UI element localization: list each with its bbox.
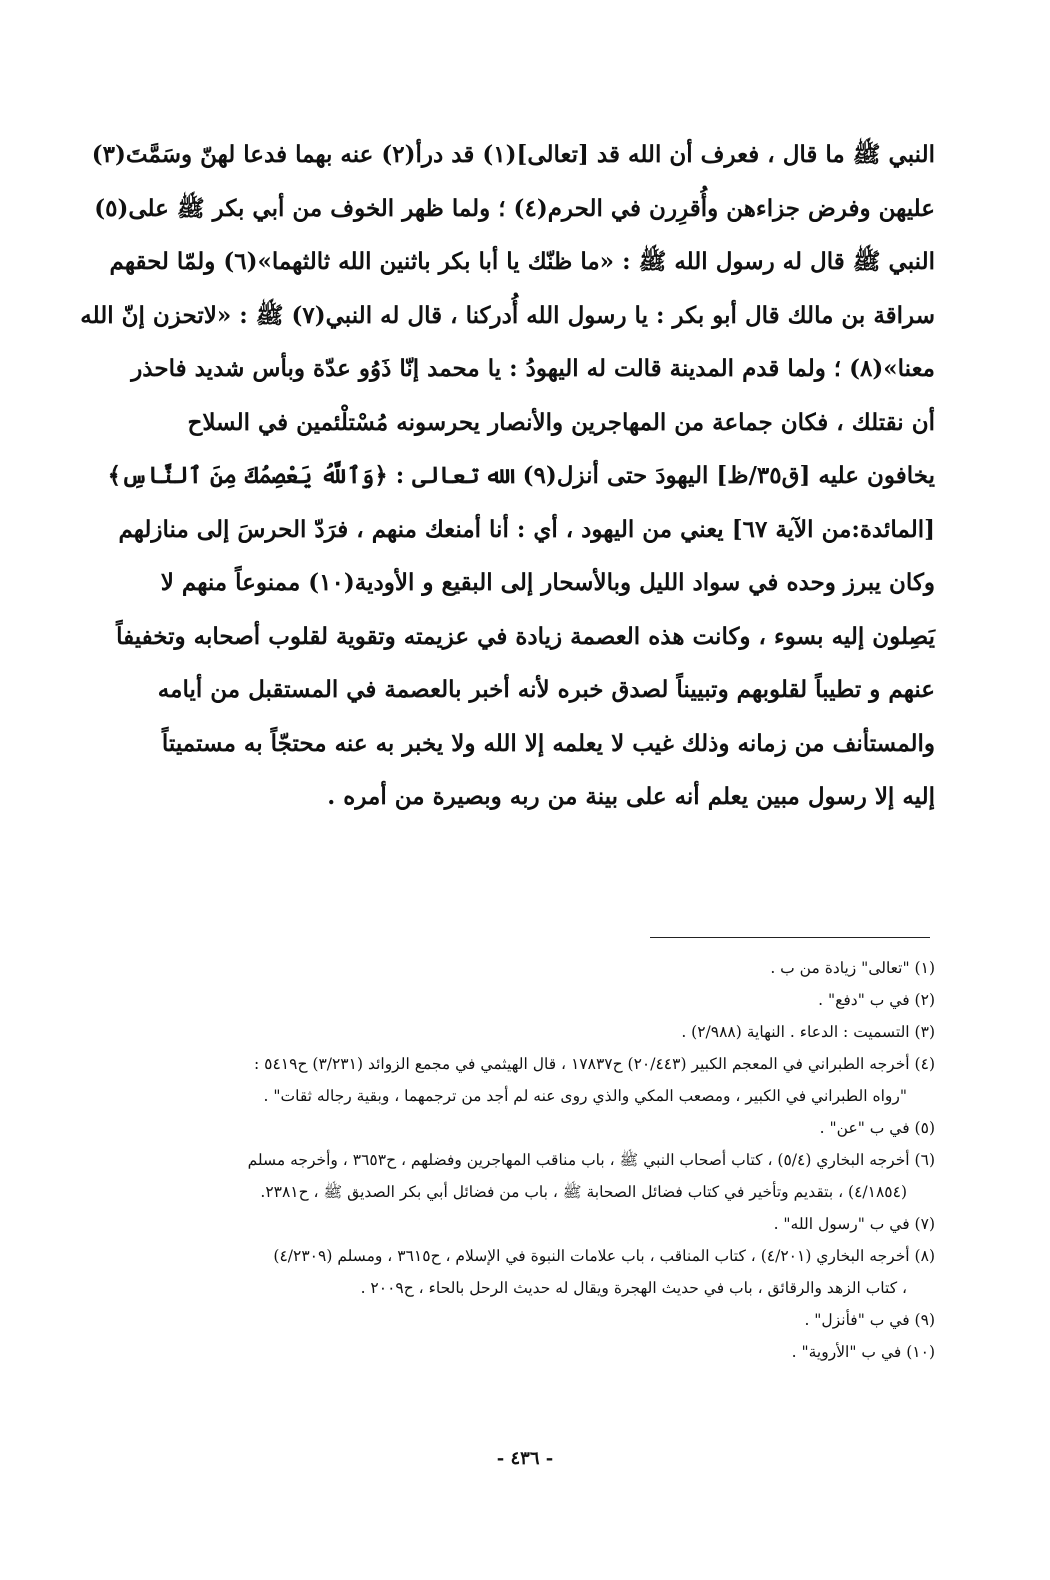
footnote-text: التسميت : الدعاء . النهاية (٢/٩٨٨) . xyxy=(681,1023,910,1041)
main-line: والمستأنف من زمانه وذلك غيب لا يعلمه إلا الله ولا يخبر به عنه محتجّاً به مستميتاً xyxy=(161,729,935,757)
footnote-item xyxy=(115,1144,935,1176)
footnote-number: (٣) xyxy=(914,1023,935,1041)
main-line: عليهن وفرض جزاءهن وأُقرِرن في الحرم(٤) ؛ ولما ظهر الخوف من أبي بكر ﷺ على(٥) xyxy=(94,194,935,222)
footnote-continuation: (٤/١٨٥٤) ، بتقديم وتأخير في كتاب فضائل الصحابة ﷺ ، باب من فضائل أبي بكر الصديق ﷺ ، ح٢٣٨١. xyxy=(260,1183,907,1201)
main-line: يَصِلون إليه بسوء ، وكانت هذه العصمة زيادة في عزيمته وتقوية لقلوب أصحابه وتخفيفاً xyxy=(116,622,935,650)
footnotes xyxy=(115,952,935,1368)
main-line: يخافون عليه [ق٣٥/ظ] اليهودَ حتى أنزل(٩) الله تعالى : ﴿وَٱللَّهُ يَعْصِمُكَ مِنَ ٱلنَّاسِ﴾ xyxy=(107,462,935,489)
footnote-item xyxy=(115,952,935,984)
footnote-continuation: "رواه الطبراني في الكبير ، ومصعب المكي والذي روى عنه لم أجد من ترجمهما ، وبقية رجاله ثقات" . xyxy=(263,1087,907,1105)
main-line: النبي ﷺ ما قال ، فعرف أن الله قد [تعالى](١) قد درأ(٢) عنه بهما فدعا لهنّ وسَمَّتَ(٣) xyxy=(91,141,935,168)
main-line: معنا»(٨) ؛ ولما قدم المدينة قالت له اليهودُ : يا محمد إنّا ذَوُو عدّة وبأس شديد فاحذر xyxy=(131,355,935,382)
footnote-text: في ب "رسول الله" . xyxy=(773,1215,910,1233)
footnote-number: (١) xyxy=(914,959,935,977)
footnote-number: (٥) xyxy=(914,1119,935,1137)
footnote-number: (٨) xyxy=(914,1247,935,1265)
footnote-text: أخرجه البخاري (٤/٢٠١) ، كتاب المناقب ، باب علامات النبوة في الإسلام ، ح٣٦١٥ ، ومسلم (٤/٢٣٠٩) xyxy=(273,1247,910,1265)
footnote-text: أخرجه البخاري (٥/٤) ، كتاب أصحاب النبي ﷺ ، باب مناقب المهاجرين وفضلهم ، ح٣٦٥٣ ، وأخرجه مسلم xyxy=(247,1151,910,1169)
main-line: أن نقتلك ، فكان جماعة من المهاجرين والأنصار يحرسونه مُسْتلْئمين في السلاح xyxy=(187,408,935,436)
footnote-text: "تعالى" زيادة من ب . xyxy=(770,959,910,977)
main-line: وكان يبرز وحده في سواد الليل وبالأسحار إلى البقيع و الأودية(١٠) ممنوعاً منهم لا xyxy=(160,569,935,596)
footnote-number: (٧) xyxy=(914,1215,935,1233)
footnote-item xyxy=(115,1048,935,1080)
footnote-text: في ب "دفع" . xyxy=(818,991,910,1009)
footnote-item xyxy=(115,1112,935,1144)
footnote-item xyxy=(115,1304,935,1336)
footnote-item xyxy=(115,1240,935,1272)
footnote-text: في ب "عن" . xyxy=(819,1119,910,1137)
footnote-item xyxy=(115,1016,935,1048)
footnote-item xyxy=(115,1208,935,1240)
footnote-item xyxy=(115,984,935,1016)
footnote-number: (٢) xyxy=(914,991,935,1009)
main-line: سراقة بن مالك قال أبو بكر : يا رسول الله أُدركنا ، قال له النبي(٧) ﷺ : «لاتحزن إنّ الله xyxy=(80,301,935,329)
main-line: النبي ﷺ قال له رسول الله ﷺ : «ما ظنّك يا أبا بكر باثنين الله ثالثهما»(٦) ولمّا لحقهم xyxy=(109,248,935,275)
footnote-number: (٦) xyxy=(914,1151,935,1169)
footnote-item xyxy=(115,1336,935,1368)
main-line: إليه إلا رسول مبين يعلم أنه على بينة من ربه وبصيرة من أمره . xyxy=(327,783,935,810)
footnote-number: (٤) xyxy=(914,1055,935,1073)
footnote-text: أخرجه الطبراني في المعجم الكبير (٢٠/٤٤٣) ح١٧٨٣٧ ، قال الهيثمي في مجمع الزوائد (٣/٢٣١) ح٥٤١٩ : xyxy=(253,1055,910,1073)
main-line: [المائدة:من الآية ٦٧] يعني من اليهود ، أي : أنا أمنعك منهم ، فرَدّ الحرسَ إلى منازلهم xyxy=(118,515,935,543)
main-line: عنهم و تطيباً لقلوبهم وتبييناً لصدق خبره لأنه أخبر بالعصمة في المستقبل من أيامه xyxy=(157,676,935,703)
footnote-text: في ب "فأنزل" . xyxy=(804,1311,910,1329)
footnote-continuation: ، كتاب الزهد والرقائق ، باب في حديث الهجرة ويقال له حديث الرحل بالحاء ، ح٢٠٠٩ . xyxy=(360,1279,907,1297)
footnote-text: في ب "الأروية" . xyxy=(791,1343,902,1361)
footnote-number: (١٠) xyxy=(906,1343,935,1361)
footnote-divider xyxy=(650,937,930,938)
main-text xyxy=(80,128,935,824)
page-number: - ٤٣٦ - xyxy=(496,1448,554,1469)
footnote-number: (٩) xyxy=(914,1311,935,1329)
